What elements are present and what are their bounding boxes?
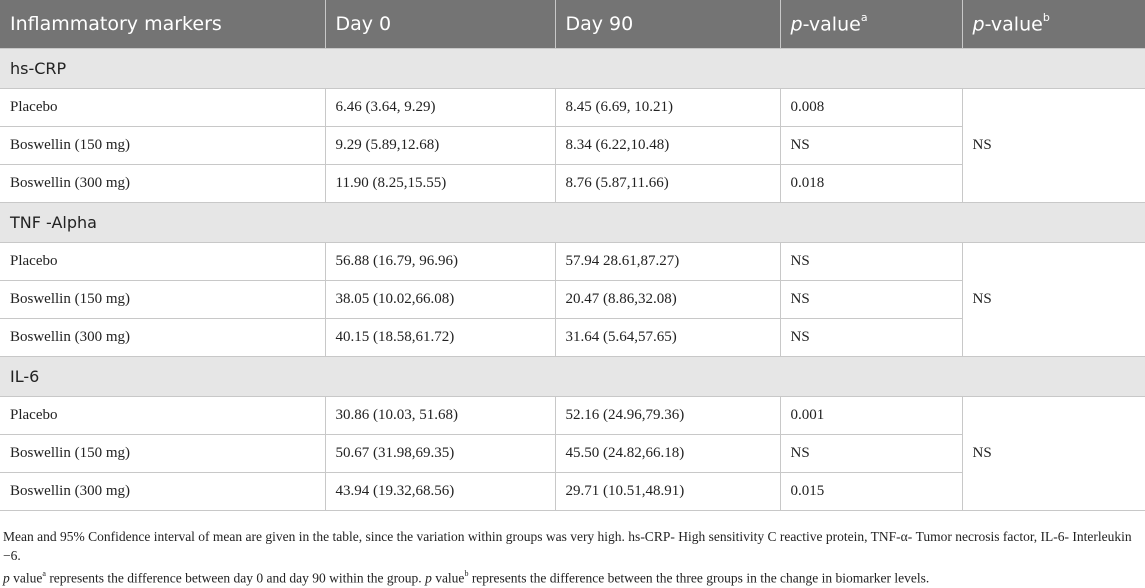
day0-value: 40.15 (18.58,61.72) <box>325 319 555 357</box>
p-value-a-cell: NS <box>780 243 962 281</box>
day90-value: 29.71 (10.51,48.91) <box>555 473 780 511</box>
header-day-90: Day 90 <box>555 0 780 49</box>
p-italic: p <box>972 13 985 36</box>
group-title: hs-CRP <box>0 49 1145 89</box>
group-header-il-6 <box>0 357 1145 397</box>
row-label: Boswellin (150 mg) <box>0 281 325 319</box>
footnote-text: value <box>9 570 43 586</box>
footnote-text: value <box>431 570 465 586</box>
superscript-a: a <box>860 10 868 24</box>
p-value-a-cell: 0.008 <box>780 89 962 127</box>
day0-value: 9.29 (5.89,12.68) <box>325 127 555 165</box>
group-title: IL-6 <box>0 357 1145 397</box>
footnote-text: represents the difference between the three groups in the change in biomarker levels. <box>468 570 930 586</box>
p-value-a-cell: NS <box>780 435 962 473</box>
superscript-a: a <box>42 569 46 578</box>
row-label: Boswellin (300 mg) <box>0 319 325 357</box>
day90-value: 8.45 (6.69, 10.21) <box>555 89 780 127</box>
group-header-hs-crp <box>0 49 1145 89</box>
superscript-b: b <box>1042 10 1050 24</box>
p-italic: p <box>3 570 10 586</box>
day0-value: 11.90 (8.25,15.55) <box>325 165 555 203</box>
footnote-text: represents the difference between day 0 and day 90 within the group. <box>45 570 426 586</box>
footnote-p-values <box>3 565 1138 588</box>
day90-value: 20.47 (8.86,32.08) <box>555 281 780 319</box>
row-label: Boswellin (300 mg) <box>0 473 325 511</box>
row-label: Placebo <box>0 89 325 127</box>
header-p-value-b <box>962 0 1145 49</box>
p-value-a-cell: NS <box>780 281 962 319</box>
header-inflammatory-markers: Inflammatory markers <box>0 0 325 49</box>
p-value-a-cell: NS <box>780 127 962 165</box>
table-row <box>0 243 1145 281</box>
day90-value: 8.34 (6.22,10.48) <box>555 127 780 165</box>
day0-value: 38.05 (10.02,66.08) <box>325 281 555 319</box>
row-label: Boswellin (300 mg) <box>0 165 325 203</box>
row-label: Boswellin (150 mg) <box>0 435 325 473</box>
day90-value: 31.64 (5.64,57.65) <box>555 319 780 357</box>
header-p-value-a <box>780 0 962 49</box>
day0-value: 30.86 (10.03, 51.68) <box>325 397 555 435</box>
p-value-label: -value <box>802 13 861 36</box>
p-italic: p <box>425 570 432 586</box>
table-row <box>0 397 1145 435</box>
row-label: Placebo <box>0 243 325 281</box>
day90-value: 57.94 28.61,87.27) <box>555 243 780 281</box>
day0-value: 50.67 (31.98,69.35) <box>325 435 555 473</box>
table-footnotes <box>0 527 1138 588</box>
header-day-0: Day 0 <box>325 0 555 49</box>
row-label: Placebo <box>0 397 325 435</box>
table-row <box>0 89 1145 127</box>
p-value-a-cell: NS <box>780 319 962 357</box>
header-row <box>0 0 1145 49</box>
p-value-a-cell: 0.001 <box>780 397 962 435</box>
p-value-a-cell: 0.015 <box>780 473 962 511</box>
p-value-b-cell: NS <box>962 243 1145 357</box>
p-value-b-cell: NS <box>962 89 1145 203</box>
superscript-b: b <box>464 569 469 578</box>
p-italic: p <box>790 13 803 36</box>
group-header-tnf-alpha <box>0 203 1145 243</box>
group-title: TNF -Alpha <box>0 203 1145 243</box>
row-label: Boswellin (150 mg) <box>0 127 325 165</box>
day0-value: 56.88 (16.79, 96.96) <box>325 243 555 281</box>
day90-value: 8.76 (5.87,11.66) <box>555 165 780 203</box>
p-value-label: -value <box>984 13 1043 36</box>
day0-value: 6.46 (3.64, 9.29) <box>325 89 555 127</box>
day0-value: 43.94 (19.32,68.56) <box>325 473 555 511</box>
footnote-abbreviations: Mean and 95% Confidence interval of mean are given in the table, since the variation within groups was very high. hs-CRP- High sensitivity C reactive protein, TNF-α- Tumor necrosis factor, IL-6- Interleukin −6. <box>3 529 1132 563</box>
p-value-a-cell: 0.018 <box>780 165 962 203</box>
p-value-b-cell: NS <box>962 397 1145 511</box>
day90-value: 45.50 (24.82,66.18) <box>555 435 780 473</box>
day90-value: 52.16 (24.96,79.36) <box>555 397 780 435</box>
